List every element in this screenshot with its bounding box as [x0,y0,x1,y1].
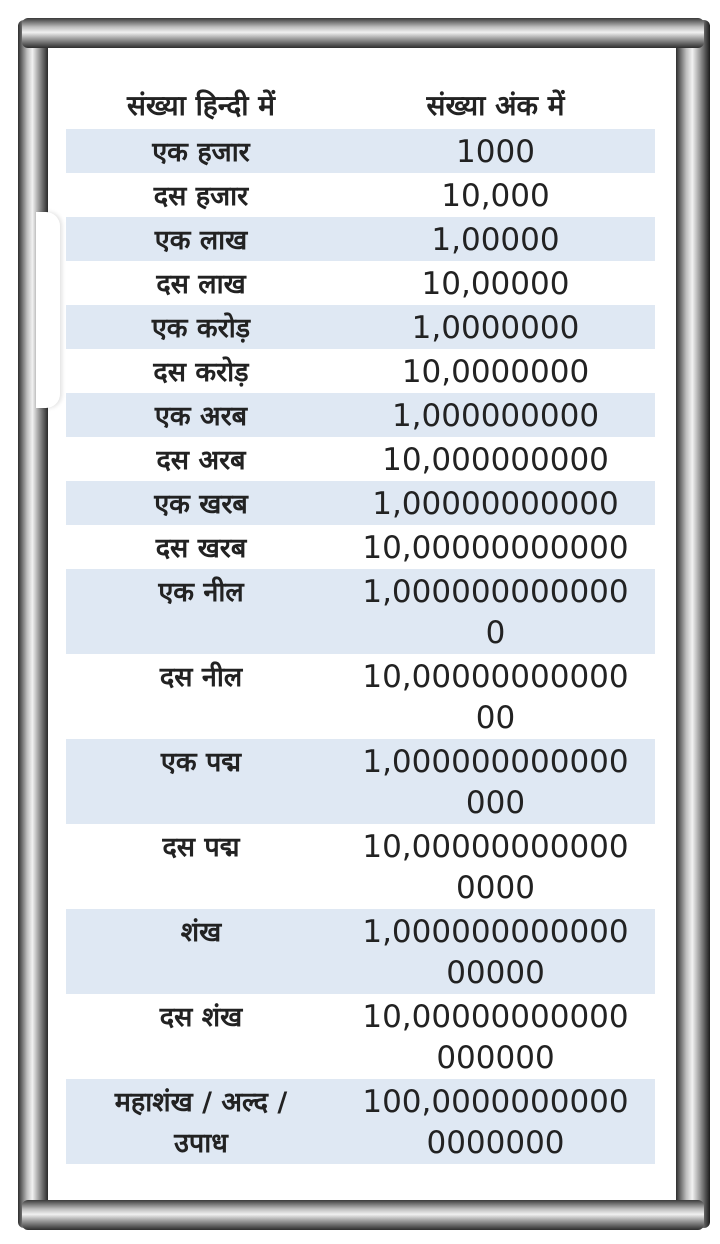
number-table [66,80,655,1164]
numeral-cell [336,481,655,525]
numeral-cell [336,217,655,261]
hindi-cell [66,261,336,305]
numeral-cell [336,305,655,349]
numeral-text: 1,00000000000 [372,486,619,522]
numeral-cell [336,129,655,173]
numeral-text: 1,000000000000 [362,914,629,950]
hindi-text: दस हजार [153,181,249,212]
hindi-cell [66,437,336,481]
hindi-cell [66,654,336,698]
numeral-text: 00000 [446,955,545,991]
numeral-cell [336,824,655,909]
hindi-cell [66,481,336,525]
numeral-text: 10,000000000 [382,442,609,478]
numeral-text: 1,0000000 [411,310,580,346]
hindi-cell [66,393,336,437]
table-row [66,739,655,824]
hindi-cell [66,349,336,393]
hindi-cell [66,217,336,261]
hindi-text: दस पद्म [162,832,240,863]
numeral-text: 1,000000000000 [362,574,629,610]
hindi-text: एक करोड़ [151,313,251,344]
header-hindi: संख्या हिन्दी में [127,89,275,122]
table-row [66,217,655,261]
numeral-cell [336,1079,655,1164]
hindi-cell [66,1079,336,1164]
hindi-text: एक लाख [154,225,248,256]
table-header-row [66,80,655,129]
numeral-text: 0000 [456,870,535,906]
numeral-text: 10,00000 [421,266,570,302]
numeral-text: 0000000 [426,1125,565,1161]
numeral-cell [336,909,655,994]
hindi-cell [66,173,336,217]
numeral-cell [336,349,655,393]
hindi-text: शंख [180,917,222,948]
hindi-text: दस शंख [159,1002,243,1033]
numeral-text: 1,000000000 [391,398,600,434]
hindi-cell [66,824,336,868]
hindi-cell [66,569,336,613]
numeral-text: 1000 [456,134,535,170]
frame-top-rod [22,18,704,48]
hindi-text: एक नील [158,577,244,608]
numeral-text: 10,000 [441,178,550,214]
numeral-cell [336,654,655,739]
numeral-cell [336,437,655,481]
numeral-text: 10,00000000000 [362,659,629,695]
numeral-text: 10,00000000000 [362,829,629,865]
table-row [66,1079,655,1164]
table-row [66,824,655,909]
hindi-cell [66,739,336,783]
table-row [66,481,655,525]
numeral-text: 10,00000000000 [362,530,629,566]
table-row [66,654,655,739]
hindi-cell [66,994,336,1038]
numeral-cell [336,525,655,569]
table-row [66,261,655,305]
numeral-text: 000000 [436,1040,555,1076]
hindi-text: दस खरब [155,533,247,564]
frame-bottom-rod [22,1200,704,1230]
hindi-cell [66,525,336,569]
frame-right-rod [676,20,710,1228]
table-row [66,393,655,437]
side-pull-tab[interactable] [36,212,60,408]
table-row [66,173,655,217]
table-row [66,129,655,173]
table-row [66,909,655,994]
hindi-text: एक हजार [152,137,250,168]
table-row [66,305,655,349]
table-row [66,994,655,1079]
hindi-cell [66,305,336,349]
numeral-cell [336,173,655,217]
numeral-text: 00 [475,700,516,736]
hindi-cell [66,909,336,953]
table-body [66,129,655,1164]
numeral-text: 0 [485,615,506,651]
hindi-text: दस करोड़ [153,357,249,388]
numeral-text: 100,0000000000 [362,1084,629,1120]
table-row [66,349,655,393]
hindi-text: एक अरब [154,401,248,432]
numeral-text: 10,00000000000 [362,999,629,1035]
table-row [66,569,655,654]
numeral-cell [336,261,655,305]
hindi-text: उपाध [174,1128,228,1159]
numeral-cell [336,569,655,654]
hindi-text: दस अरब [156,445,246,476]
numeral-text: 10,0000000 [401,354,590,390]
table-row [66,437,655,481]
hindi-text: एक पद्म [160,747,242,778]
table-row [66,525,655,569]
hindi-text: एक खरब [154,489,248,520]
hindi-text: दस नील [159,662,243,693]
hindi-cell [66,129,336,173]
numeral-cell [336,994,655,1079]
frame-left-rod [18,20,48,1228]
numeral-text: 000 [465,785,526,821]
hindi-text: दस लाख [156,269,246,300]
numeral-text: 1,00000 [431,222,560,258]
hindi-text: महाशंख / अल्द / [114,1087,288,1118]
numeral-cell [336,393,655,437]
numeral-text: 1,000000000000 [362,744,629,780]
numeral-cell [336,739,655,824]
header-numeral: संख्या अंक में [426,89,565,122]
